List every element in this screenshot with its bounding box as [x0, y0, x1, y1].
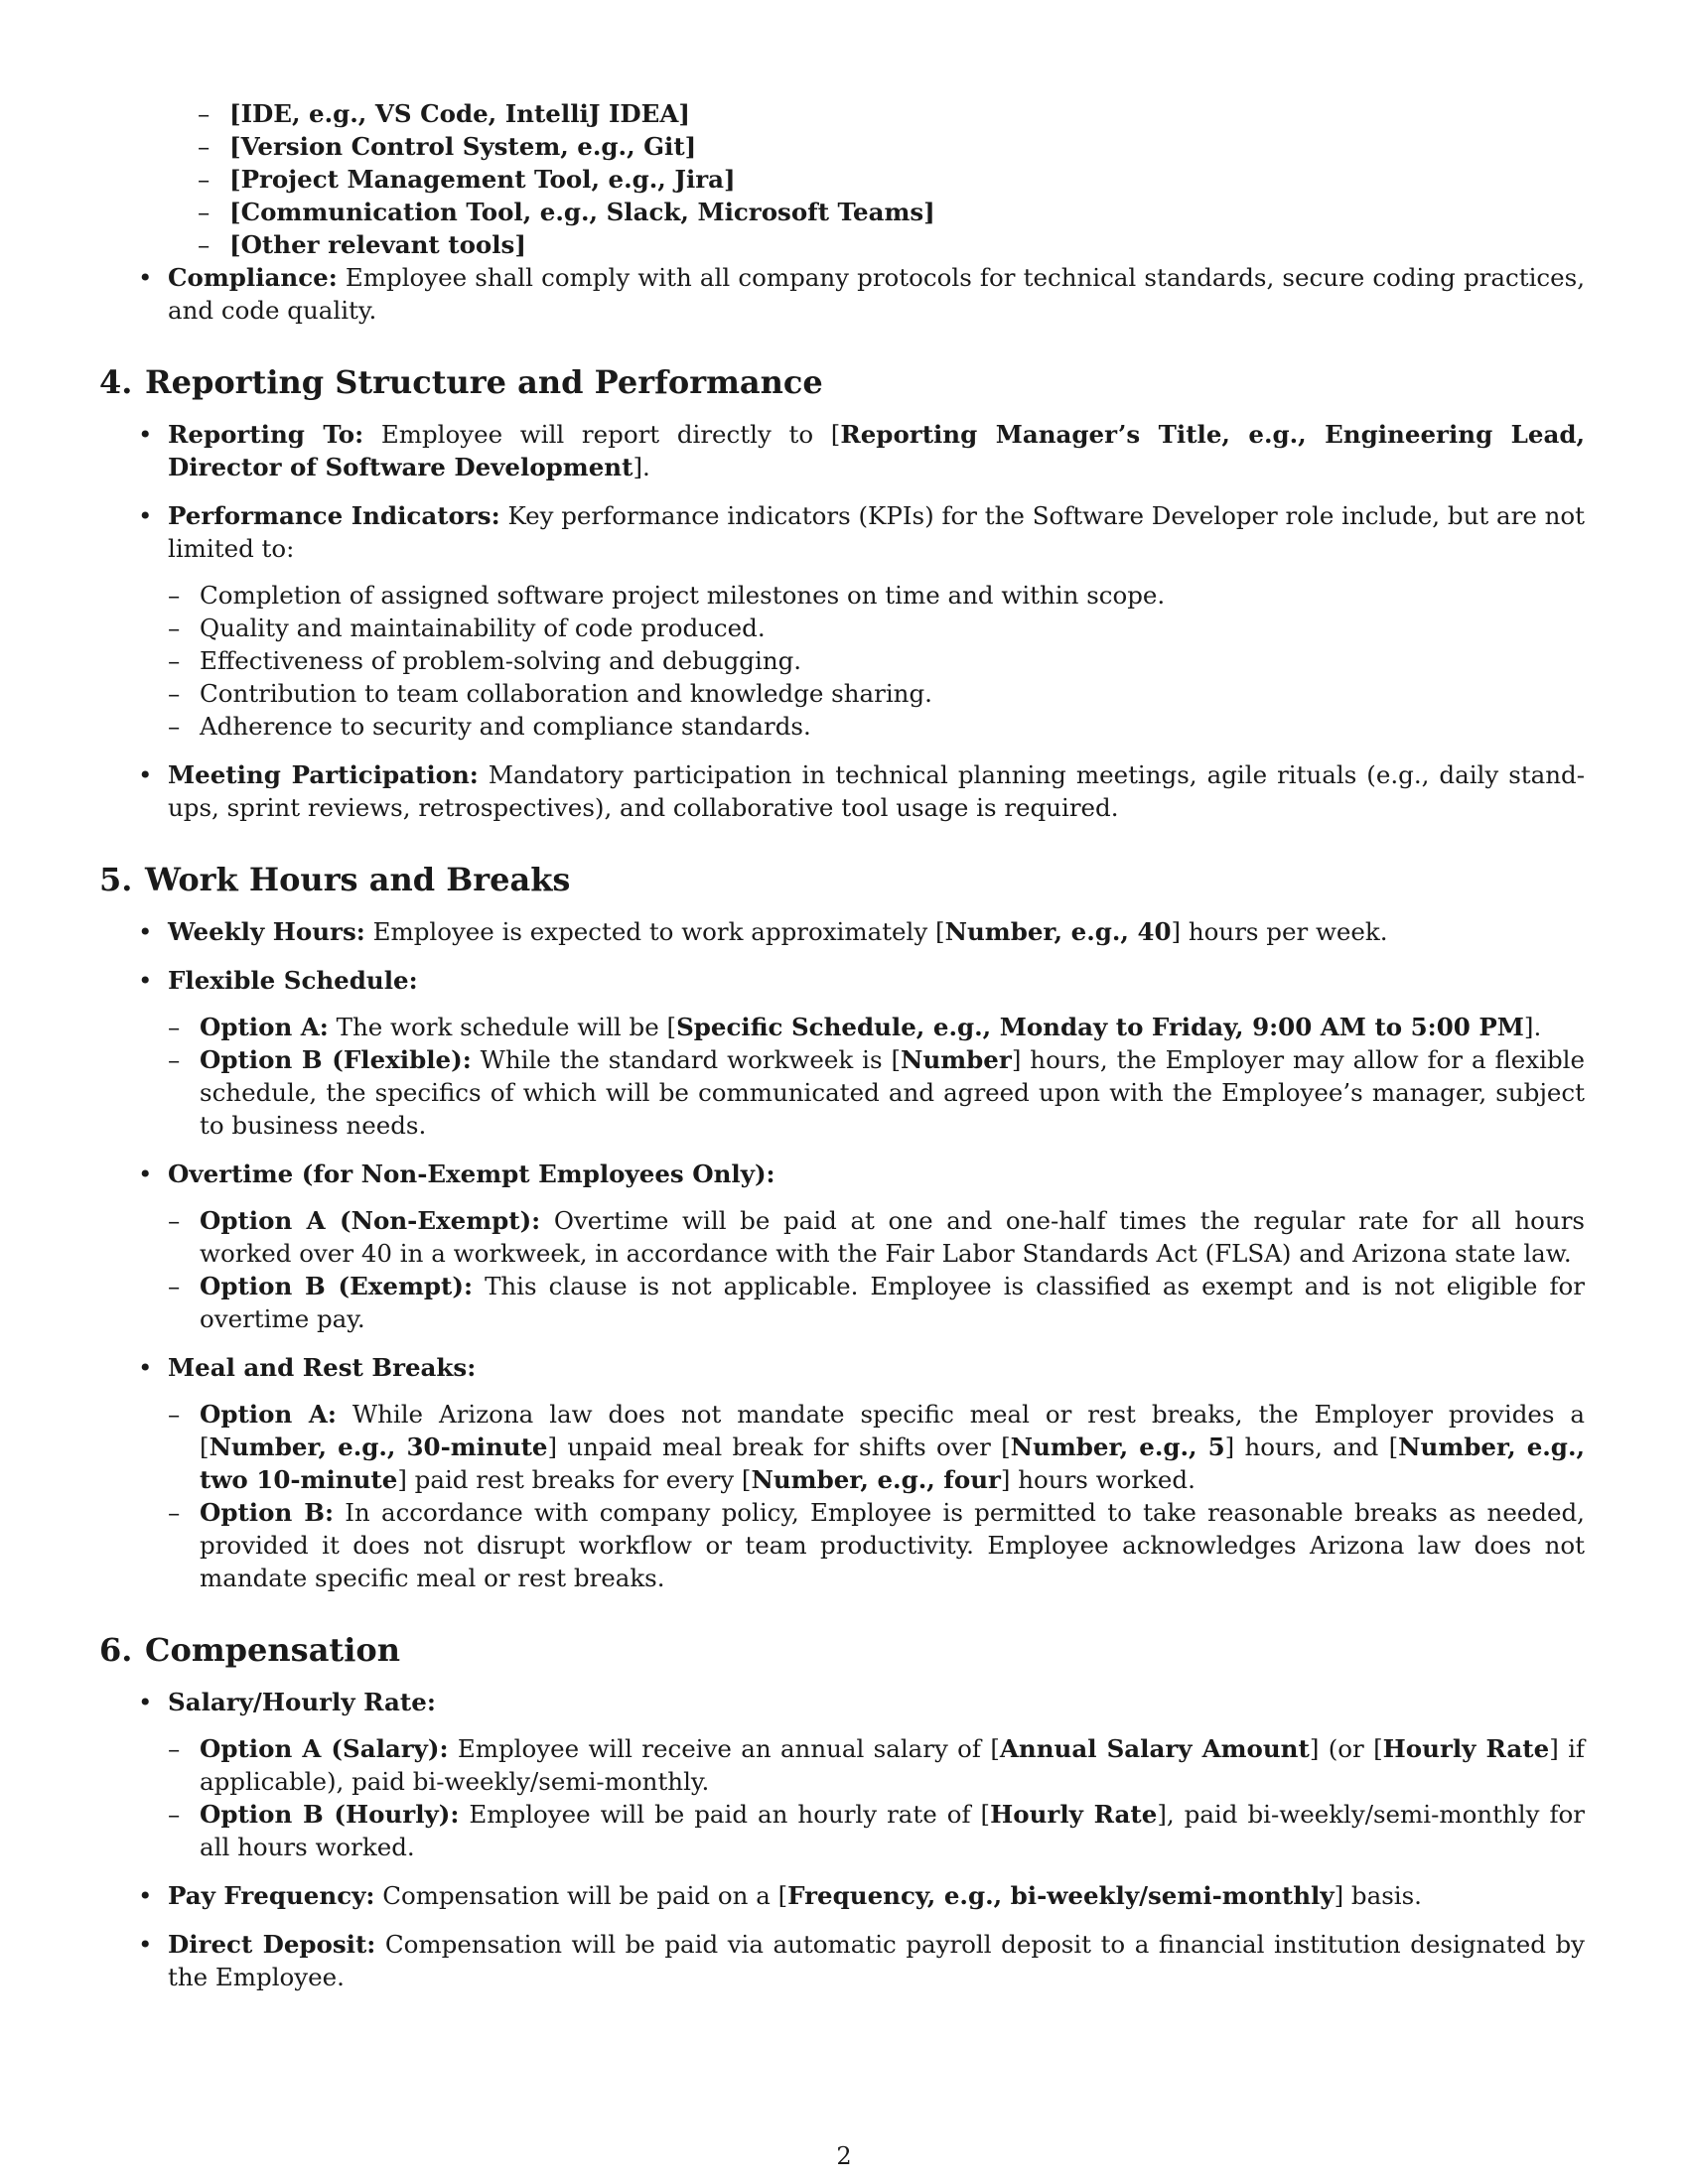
- option-placeholder: Annual Salary Amount: [999, 1734, 1310, 1763]
- option-placeholder: Hourly Rate: [1382, 1734, 1550, 1763]
- breaks-options: [168, 1398, 1585, 1594]
- section-5-list: [99, 915, 1585, 1594]
- reporting-placeholder: Reporting Manager’s Title, e.g., Engineering Lead, Director of Software Development: [168, 420, 1585, 481]
- option-text: While the standard workweek is [: [471, 1045, 902, 1074]
- section-6-list: [99, 1686, 1585, 1993]
- compliance-label: Compliance:: [168, 263, 338, 292]
- option-text: ] hours, and [: [1224, 1433, 1399, 1461]
- salary-item: [99, 1686, 1585, 1863]
- weekly-hours-text: Employee is expected to work approximately [: [364, 917, 945, 946]
- tool-item: – [Communication Tool, e.g., Slack, Microsoft Teams]: [198, 196, 1585, 228]
- section-title: Work Hours and Breaks: [145, 861, 571, 898]
- direct-deposit-text: Compensation will be paid via automatic payroll deposit to a financial institution designated by the Employee.: [168, 1930, 1585, 1991]
- kpi-item: – Contribution to team collaboration and knowledge sharing.: [168, 677, 1585, 710]
- performance-item: [99, 499, 1585, 743]
- option-placeholder: Specific Schedule, e.g., Monday to Friday, 9:00 AM to 5:00 PM: [676, 1013, 1524, 1041]
- option-text: This clause is not applicable. Employee is classified as exempt and is not eligible for overtime pay.: [200, 1272, 1585, 1333]
- section-5-heading: [99, 860, 1585, 899]
- option-text: In accordance with company policy, Employee is permitted to take reasonable breaks as needed, provided it does not disrupt workflow or team productivity. Employee acknowledges Arizona law does not mandate specific meal or rest breaks.: [200, 1498, 1585, 1592]
- option-a: [168, 1204, 1585, 1270]
- pay-frequency-placeholder: Frequency, e.g., bi-weekly/semi-monthly: [787, 1881, 1335, 1910]
- tool-item: – [Other relevant tools]: [198, 228, 1585, 261]
- reporting-text: Employee will report directly to [: [363, 420, 841, 449]
- option-text: ].: [1523, 1013, 1542, 1041]
- overtime-item: [99, 1158, 1585, 1335]
- overtime-label: Overtime (for Non-Exempt Employees Only):: [168, 1160, 775, 1188]
- option-a: [168, 1732, 1585, 1798]
- salary-label: Salary/Hourly Rate:: [168, 1688, 436, 1716]
- compliance-text: Employee shall comply with all company protocols for technical standards, secure coding practices, and code quality.: [168, 263, 1585, 325]
- performance-label: Performance Indicators:: [168, 501, 500, 530]
- page-number: 2: [836, 2142, 852, 2170]
- meeting-label: Meeting Participation:: [168, 760, 479, 789]
- option-label: Option A:: [200, 1400, 337, 1429]
- kpi-item: – Quality and maintainability of code produced.: [168, 612, 1585, 644]
- option-a: [168, 1398, 1585, 1496]
- option-text: ] (or [: [1309, 1734, 1383, 1763]
- section-number: 6.: [99, 1631, 133, 1669]
- option-text: While Arizona law does not mandate specific meal or rest breaks, the Employer provides a [: [200, 1400, 1585, 1461]
- option-b: [168, 1043, 1585, 1142]
- option-text: Overtime will be paid at one and one-half times the regular rate for all hours worked over 40 in a workweek, in accordance with the Fair Labor Standards Act (FLSA) and Arizona state law.: [200, 1206, 1585, 1268]
- flexible-schedule-label: Flexible Schedule:: [168, 966, 418, 995]
- option-text: ], paid bi-weekly/semi-monthly for all hours worked.: [200, 1800, 1585, 1861]
- performance-text: Key performance indicators (KPIs) for the Software Developer role include, but are not limited to:: [168, 501, 1586, 563]
- section-6-heading: [99, 1630, 1585, 1670]
- option-label: Option A:: [200, 1013, 329, 1041]
- weekly-hours-label: Weekly Hours:: [168, 917, 365, 946]
- weekly-hours-item: [99, 915, 1585, 948]
- option-placeholder: Number, e.g., four: [751, 1465, 1001, 1494]
- section-number: 5.: [99, 861, 133, 898]
- pay-frequency-label: Pay Frequency:: [168, 1881, 375, 1910]
- kpi-list: [168, 579, 1585, 743]
- flexible-schedule-item: [99, 964, 1585, 1142]
- tools-list: [198, 97, 1585, 261]
- section-4-heading: [99, 362, 1585, 402]
- option-text: ] unpaid meal break for shifts over [: [547, 1433, 1011, 1461]
- direct-deposit-item: [99, 1928, 1585, 1993]
- pay-frequency-item: [99, 1879, 1585, 1912]
- reporting-end: ].: [633, 453, 650, 481]
- option-label: Option B (Flexible):: [200, 1045, 472, 1074]
- option-b: [168, 1496, 1585, 1594]
- weekly-hours-end: ] hours per week.: [1171, 917, 1388, 946]
- pay-frequency-text: Compensation will be paid on a [: [374, 1881, 788, 1910]
- kpi-item: – Adherence to security and compliance standards.: [168, 710, 1585, 743]
- option-placeholder: Hourly Rate: [990, 1800, 1158, 1829]
- section-number: 4.: [99, 363, 133, 401]
- section-4-list: [99, 418, 1585, 824]
- tool-item: – [Version Control System, e.g., Git]: [198, 130, 1585, 163]
- breaks-label: Meal and Rest Breaks:: [168, 1353, 477, 1382]
- section-title: Compensation: [145, 1631, 400, 1669]
- option-text: Employee will be paid an hourly rate of [: [459, 1800, 991, 1829]
- option-text: Employee will receive an annual salary of [: [448, 1734, 1000, 1763]
- kpi-item: – Completion of assigned software project milestones on time and within scope.: [168, 579, 1585, 612]
- option-placeholder: Number, e.g., two 10-minute: [200, 1433, 1586, 1494]
- option-label: Option B (Hourly):: [200, 1800, 460, 1829]
- overtime-options: [168, 1204, 1585, 1335]
- pay-frequency-end: ] basis.: [1334, 1881, 1422, 1910]
- option-text: The work schedule will be [: [328, 1013, 677, 1041]
- kpi-item: – Effectiveness of problem-solving and debugging.: [168, 644, 1585, 677]
- meeting-text: Mandatory participation in technical planning meetings, agile rituals (e.g., daily stand-ups, sprint reviews, retrospectives), and collaborative tool usage is required.: [168, 760, 1586, 822]
- section-title: Reporting Structure and Performance: [145, 363, 823, 401]
- option-placeholder: Number: [901, 1045, 1012, 1074]
- tool-item: – [Project Management Tool, e.g., Jira]: [198, 163, 1585, 196]
- weekly-hours-placeholder: Number, e.g., 40: [944, 917, 1172, 946]
- option-text: ] if applicable), paid bi-weekly/semi-monthly.: [200, 1734, 1585, 1796]
- option-placeholder: Number, e.g., 30-minute: [209, 1433, 548, 1461]
- option-b: [168, 1270, 1585, 1335]
- option-label: Option B (Exempt):: [200, 1272, 474, 1300]
- reporting-item: [99, 418, 1585, 483]
- reporting-label: Reporting To:: [168, 420, 364, 449]
- option-text: ] hours worked.: [1000, 1465, 1196, 1494]
- flexible-options: [168, 1011, 1585, 1142]
- option-placeholder: Number, e.g., 5: [1010, 1433, 1225, 1461]
- meeting-item: [99, 758, 1585, 824]
- option-label: Option A (Salary):: [200, 1734, 449, 1763]
- compliance-item: [99, 261, 1585, 327]
- direct-deposit-label: Direct Deposit:: [168, 1930, 376, 1959]
- tool-item: – [IDE, e.g., VS Code, IntelliJ IDEA]: [198, 97, 1585, 130]
- option-a: [168, 1011, 1585, 1043]
- breaks-item: [99, 1351, 1585, 1594]
- option-b: [168, 1798, 1585, 1863]
- option-text: ] paid rest breaks for every [: [397, 1465, 752, 1494]
- compliance-list: [99, 261, 1585, 327]
- option-label: Option B:: [200, 1498, 334, 1527]
- option-label: Option A (Non-Exempt):: [200, 1206, 541, 1235]
- salary-options: [168, 1732, 1585, 1863]
- option-text: ] hours, the Employer may allow for a flexible schedule, the specifics of which will be communicated and agreed upon with the Employee’s manager, subject to business needs.: [200, 1045, 1585, 1140]
